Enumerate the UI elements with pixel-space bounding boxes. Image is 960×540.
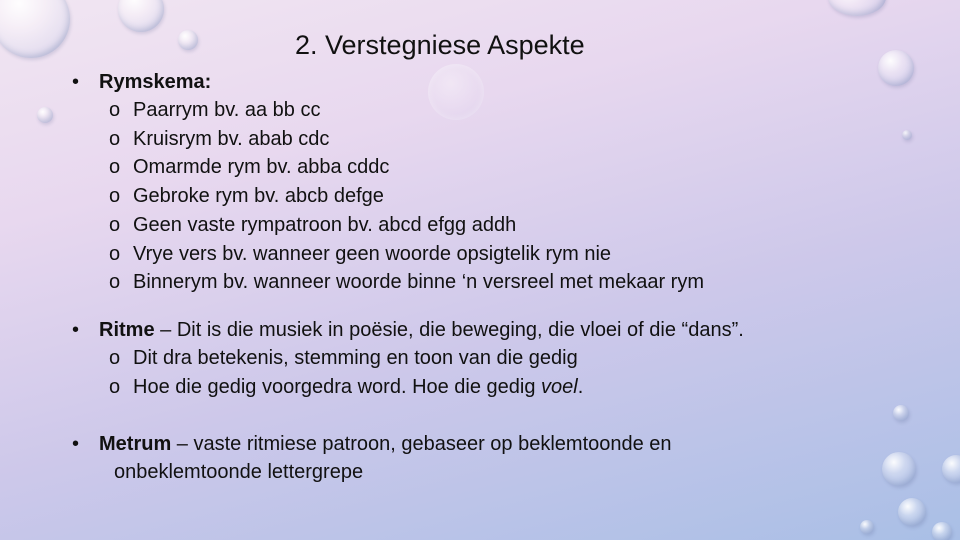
metrum-continuation: onbeklemtoonde lettergrepe [114,461,364,484]
list-item-text: Gebroke rym bv. abcb defge [133,185,384,208]
bullet-metrum [72,430,932,458]
sub-bullet-marker: o [109,156,121,179]
list-item-suffix: . [577,375,584,398]
water-droplet-decoration [942,455,960,483]
list-item [72,96,932,125]
slide-title: 2. Verstegniese Aspekte [295,30,585,60]
water-droplet-decoration [932,522,952,540]
rymskema-list [72,96,932,297]
water-droplet-decoration [37,107,53,123]
list-item [72,344,932,373]
bullet-marker: • [72,433,80,456]
water-droplet-decoration [0,0,70,58]
ritme-text: – Dit is die musiek in poësie, die beweging, die vloei of die “dans”. [154,318,744,341]
list-item-text: Paarrym bv. aa bb cc [133,99,321,121]
water-droplet-decoration [898,498,926,526]
list-item [72,182,932,211]
sub-bullet-marker: o [109,127,121,150]
sub-bullet-marker: o [109,346,121,369]
list-item-text: Kruisrym bv. abab cdc [133,127,330,150]
water-droplet-decoration [860,520,874,534]
list-item-text: Dit dra betekenis, stemming en toon van die gedig [133,346,578,369]
list-item-text: Vrye vers bv. wanneer geen woorde opsigtelik rym nie [133,242,612,265]
metrum-text: – vaste ritmiese patroon, gebaseer op beklemtoonde en [171,433,672,456]
water-droplet-decoration [118,0,164,32]
emphasis-text: voel [541,375,578,398]
ritme-list [72,344,932,401]
metrum-label: Metrum [99,433,172,456]
bullet-marker: • [72,318,80,341]
spacer [72,297,932,316]
bullet-marker: • [72,71,80,93]
bullet-rymskema [72,68,932,96]
sub-bullet-marker: o [109,213,121,236]
section-rymskema [72,68,932,297]
sub-bullet-marker: o [109,99,121,121]
sub-bullet-marker: o [109,375,121,398]
list-item-text: Omarmde rym bv. abba cddc [133,156,390,179]
spacer [72,401,932,430]
sub-bullet-marker: o [109,185,121,208]
section-ritme [72,316,932,401]
list-item [72,373,932,402]
sub-bullet-marker: o [109,242,121,265]
bullet-ritme [72,316,932,344]
list-item-text: Geen vaste rympatroon bv. abcd efgg addh [133,213,517,236]
rymskema-label: Rymskema: [99,71,212,93]
sub-bullet-marker: o [109,271,121,294]
slide-content [72,68,932,486]
section-metrum [72,430,932,486]
list-item [72,268,932,297]
list-item [72,211,932,240]
list-item-text: Hoe die gedig voorgedra word. Hoe die gedig [133,375,542,398]
ritme-label: Ritme [99,318,155,341]
list-item [72,153,932,182]
water-droplet-decoration [178,30,198,50]
water-droplet-decoration [828,0,886,16]
list-item-text: Binnerym bv. wanneer woorde binne ‘n versreel met mekaar rym [133,271,704,294]
list-item [72,240,932,269]
list-item [72,125,932,154]
